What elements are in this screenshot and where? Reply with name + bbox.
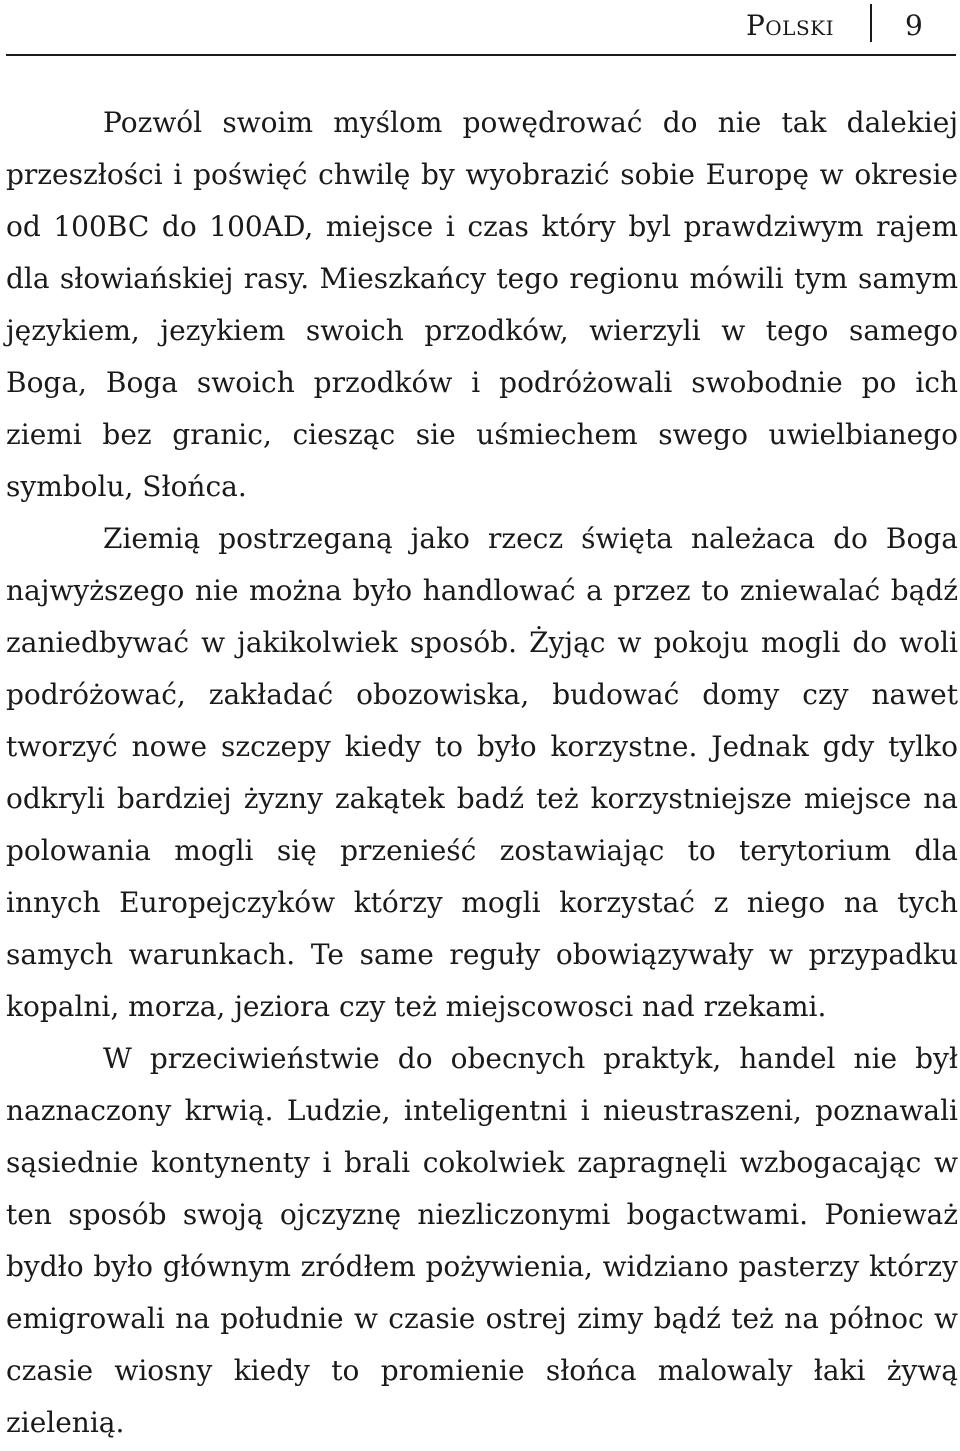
page-number: 9 <box>905 9 923 42</box>
paragraph: Pozwól swoim myślom powędrować do nie tak dalekiej przeszłości i poświęć chwilę by wyobrazić sobie Europę w okresie od 100BC do 100AD, miejsce i czas który byl prawdziwym rajem dla słowiańskiej rasy. Mieszkańcy tego regionu mówili tym samym językiem, jezykiem swoich przodków, wierzyli w tego samego Boga, Boga swoich przodków i podróżowali swobodnie po ich ziemi bez granic, ciesząc sie uśmiechem swego uwielbianego symbolu, Słońca. <box>6 106 958 503</box>
body-text <box>6 97 958 1449</box>
page-header <box>0 0 960 56</box>
header-rule <box>6 54 956 56</box>
paragraph: Ziemią postrzeganą jako rzecz święta należaca do Boga najwyższego nie można było handlować a przez to zniewalać bądź zaniedbywać w jakikolwiek sposób. Żyjąc w pokoju mogli do woli podróżować, zakładać obozowiska, budować domy czy nawet tworzyć nowe szczepy kiedy to było korzystne. Jednak gdy tylko odkryli bardziej żyzny zakątek badź też korzystniejsze miejsce na polowania mogli się przenieść zostawiając to terytorium dla innych Europejczyków którzy mogli korzystać z niego na tych samych warunkach. Te same reguły obowiązywały w przypadku kopalni, morza, jeziora czy też miejscowosci nad rzekami. <box>6 522 958 1023</box>
header-separator <box>870 4 872 42</box>
paragraph: W przeciwieństwie do obecnych praktyk, handel nie był naznaczony krwią. Ludzie, inteligentni i nieustraszeni, poznawali sąsiednie kontynenty i brali cokolwiek zapragnęli wzbogacając w ten sposób swoją ojczyznę niezliczonymi bogactwami. Ponieważ bydło było głównym zródłem pożywienia, widziano pasterzy którzy emigrowali na południe w czasie ostrej zimy bądź też na północ w czasie wiosny kiedy to promienie słońca malowaly łaki żywą zielenią. <box>6 1042 958 1439</box>
running-section-title: Polski <box>745 9 834 42</box>
